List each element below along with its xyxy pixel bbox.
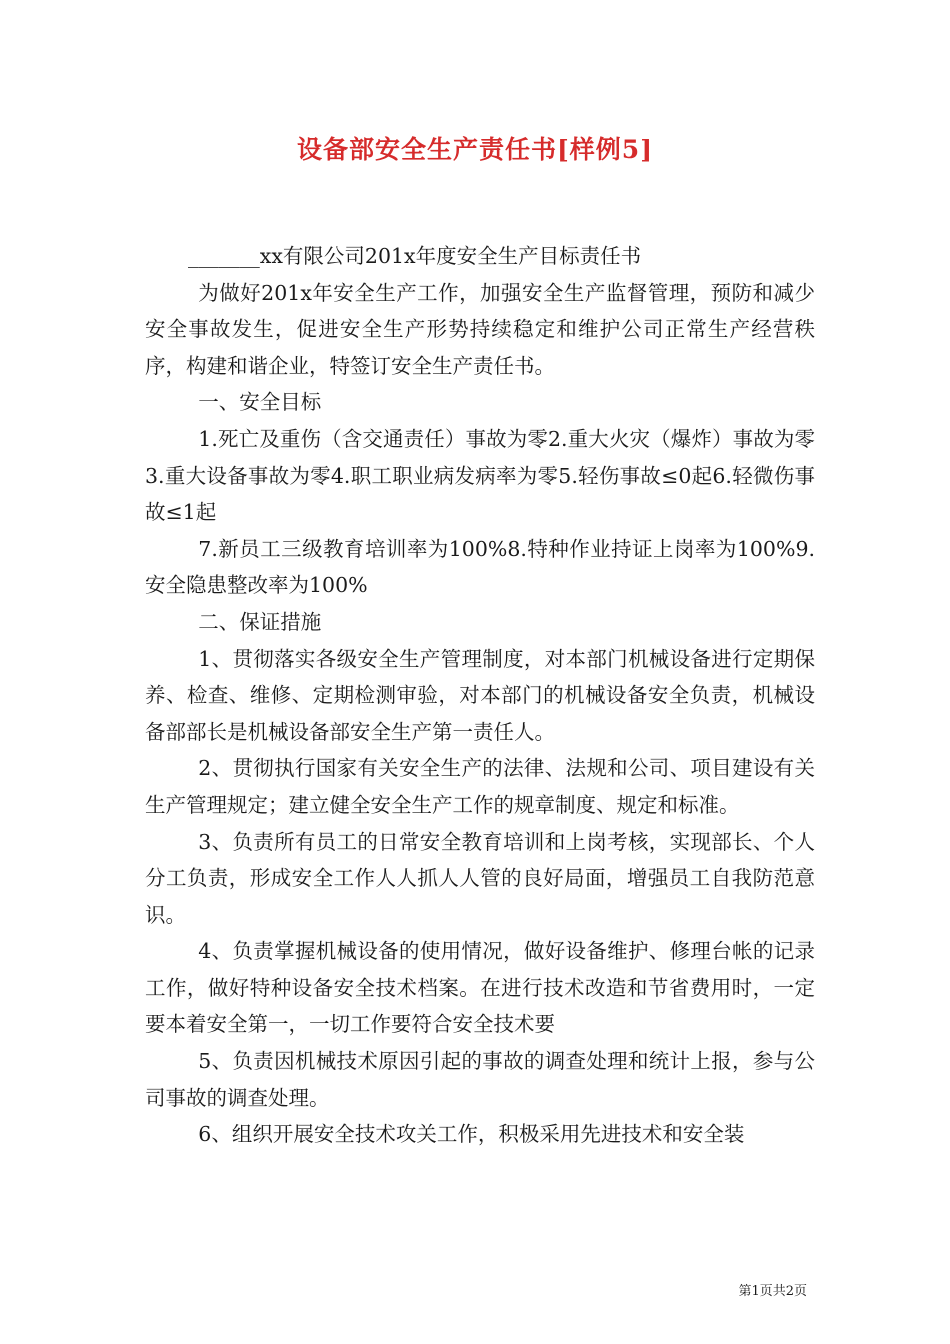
section-heading-measures: 二、保证措施: [198, 609, 322, 634]
document-subtitle: _______xx有限公司201x年度安全生产目标责任书: [188, 244, 642, 268]
document-body: [145, 238, 815, 1153]
document-title: 设备部安全生产责任书[样例5]: [296, 135, 654, 164]
paragraph-goals-2: 7.新员工三级教育培训率为100%8.特种作业持证上岗率为100%9.安全隐患整改率为100%: [145, 536, 815, 598]
paragraph-goals-1: 1.死亡及重伤（含交通责任）事故为零2.重大火灾（爆炸）事故为零3.重大设备事故为零4.职工职业病发病率为零5.轻伤事故≤0起6.轻微伤事故≤1起: [145, 426, 815, 525]
section-heading-safety-goals: 一、安全目标: [198, 390, 322, 415]
paragraph-measure-4: 4、负责掌握机械设备的使用情况，做好设备维护、修理台帐的记录工作，做好特种设备安全技术档案。在进行技术改造和节省费用时，一定要本着安全第一，一切工作要符合安全技术要: [145, 939, 815, 1037]
paragraph-measure-3: 3、负责所有员工的日常安全教育培训和上岗考核，实现部长、个人分工负责，形成安全工作人人抓人人管的良好局面，增强员工自我防范意识。: [145, 829, 815, 927]
paragraph-measure-5: 5、负责因机械技术原因引起的事故的调查处理和统计上报，参与公司事故的调查处理。: [145, 1049, 815, 1110]
paragraph-measure-1: 1、贯彻落实各级安全生产管理制度，对本部门机械设备进行定期保养、检查、维修、定期检测审验，对本部门的机械设备安全负责，机械设备部部长是机械设备部安全生产第一责任人。: [145, 646, 815, 744]
paragraph-measure-2: 2、贯彻执行国家有关安全生产的法律、法规和公司、项目建设有关生产管理规定；建立健全安全生产工作的规章制度、规定和标准。: [145, 756, 815, 817]
paragraph-measure-6: 6、组织开展安全技术攻关工作，积极采用先进技术和安全装: [198, 1122, 745, 1147]
page-number: 第1页共2页: [738, 1284, 807, 1299]
paragraph-intro: 为做好201x年安全生产工作，加强安全生产监督管理，预防和减少安全事故发生，促进安全生产形势持续稳定和维护公司正常生产经营秩序，构建和谐企业，特签订安全生产责任书。: [145, 280, 815, 378]
